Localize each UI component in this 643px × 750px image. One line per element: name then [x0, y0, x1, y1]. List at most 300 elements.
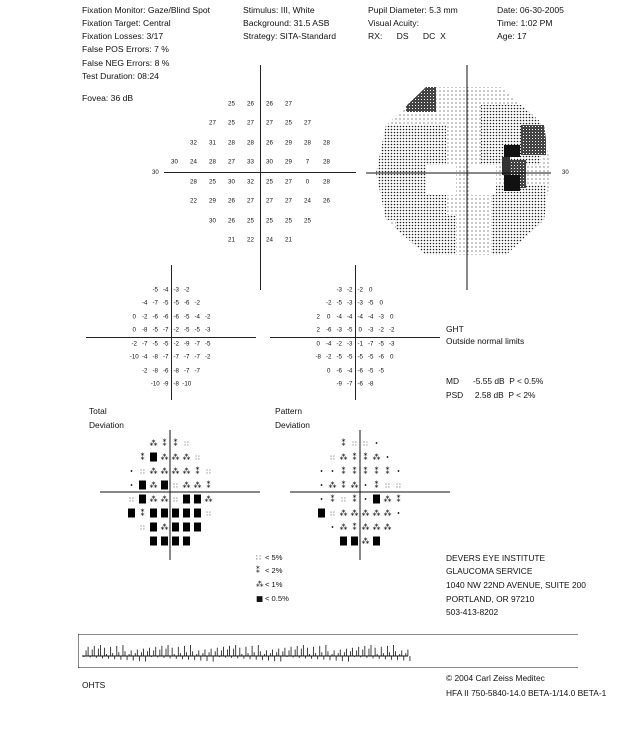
threshold-value: 24	[266, 236, 273, 244]
pattern-deviation-value: -6	[325, 326, 332, 334]
prob-normal-dot	[321, 498, 323, 500]
prob-medium-symbol: ⁑	[363, 467, 368, 476]
total-deviation-value: -2	[204, 353, 211, 361]
threshold-h-axis	[164, 172, 356, 173]
pattern-deviation-value: -3	[367, 326, 374, 334]
prob-solid-square	[373, 495, 380, 504]
pattern-deviation-values	[270, 265, 440, 405]
prob-dense-symbol: ⁂	[383, 523, 392, 532]
pattern-deviation-value: 2	[316, 313, 320, 321]
prob-medium-symbol: ⁑	[396, 495, 401, 504]
fixation-losses: Fixation Losses: 3/17	[82, 31, 164, 41]
threshold-value: 26	[266, 100, 273, 108]
threshold-value: 27	[209, 119, 216, 127]
threshold-value: 32	[190, 139, 197, 147]
threshold-value: 28	[323, 178, 330, 186]
prob-light-symbol: ∷	[352, 440, 357, 448]
prob-medium-symbol: ⁑	[140, 453, 145, 462]
prob-light-symbol: ∷	[363, 440, 368, 448]
prob-dense-symbol: ⁂	[339, 509, 348, 518]
total-deviation-value: -7	[162, 326, 169, 334]
prob-solid-square	[183, 523, 190, 532]
prob-dense-symbol: ⁂	[339, 453, 348, 462]
pdv-h-axis	[270, 337, 440, 338]
prob-dense-symbol: ⁂	[372, 453, 381, 462]
prob-light-symbol: ∷	[173, 496, 178, 504]
prob-medium-symbol: ⁑	[341, 439, 346, 448]
pattern-deviation-value: -5	[336, 353, 343, 361]
pattern-deviation-value: -3	[357, 299, 364, 307]
pattern-deviation-value: -3	[346, 299, 353, 307]
legend-05pct	[256, 594, 289, 603]
total-deviation-value: -3	[173, 286, 180, 294]
threshold-value: 28	[209, 158, 216, 166]
threshold-value: 28	[304, 139, 311, 147]
total-deviation-value: -6	[162, 313, 169, 321]
false-neg-errors: False NEG Errors: 8 %	[82, 58, 170, 68]
total-deviation-value: -7	[194, 353, 201, 361]
prob-dense-symbol: ⁂	[339, 523, 348, 532]
prob-solid-square	[194, 509, 201, 518]
legend-5pct	[256, 553, 283, 562]
tdv-v-axis	[171, 265, 172, 400]
prob-solid-square	[183, 495, 190, 504]
prob-light-symbol: ∷	[330, 454, 335, 462]
prob-light-symbol: ∷	[195, 454, 200, 462]
pattern-deviation-value: -5	[378, 367, 385, 375]
prob-solid-square	[172, 523, 179, 532]
prob-medium-symbol: ⁑	[352, 467, 357, 476]
threshold-plot	[152, 65, 356, 290]
threshold-value: 7	[305, 158, 310, 166]
total-deviation-value: -2	[194, 299, 201, 307]
time: Time: 1:02 PM	[497, 18, 553, 28]
strategy: Strategy: SITA-Standard	[243, 31, 336, 41]
prob-dense-symbol: ⁂	[361, 523, 370, 532]
total-deviation-value: -9	[183, 340, 190, 348]
dots-medium-icon: ⁑	[256, 566, 260, 575]
prob-solid-square	[183, 537, 190, 546]
total-deviation-value: -7	[173, 353, 180, 361]
total-deviation-value: -8	[141, 326, 148, 334]
total-deviation-value: -9	[162, 380, 169, 388]
grayscale-plot	[366, 65, 566, 290]
threshold-value: 30	[228, 178, 235, 186]
prob-dense-symbol: ⁂	[361, 509, 370, 518]
prob-solid-square	[318, 509, 325, 518]
pattern-deviation-value: 0	[327, 367, 331, 375]
pattern-deviation-value: -5	[346, 326, 353, 334]
prob-medium-symbol: ⁑	[330, 495, 335, 504]
prob-light-symbol: ∷	[184, 440, 189, 448]
prob-solid-square	[139, 481, 146, 490]
ght-title: GHT	[446, 324, 464, 334]
total-deviation-value: -5	[152, 340, 159, 348]
prob-medium-symbol: ⁑	[352, 453, 357, 462]
threshold-value: 29	[209, 197, 216, 205]
total-deviation-value: -7	[194, 340, 201, 348]
threshold-value: 25	[285, 119, 292, 127]
legend-2pct-label: < 2%	[265, 566, 283, 575]
age: Age: 17	[497, 31, 527, 41]
prob-normal-dot	[321, 484, 323, 486]
ght-result: Outside normal limits	[446, 336, 525, 346]
total-deviation-value: -8	[173, 367, 180, 375]
prob-dense-symbol: ⁂	[171, 467, 180, 476]
pattern-deviation-value: -7	[367, 340, 374, 348]
pattern-deviation-value: -2	[325, 299, 332, 307]
prob-medium-symbol: ⁑	[363, 453, 368, 462]
total-deviation-value: -6	[152, 313, 159, 321]
prob-dense-symbol: ⁂	[361, 537, 370, 546]
prob-dense-symbol: ⁂	[372, 509, 381, 518]
pattern-deviation-value: -3	[336, 286, 343, 294]
pattern-deviation-value: -4	[346, 367, 353, 375]
threshold-value: 22	[247, 236, 254, 244]
clinic-line-3: 1040 NW 22ND AVENUE, SUITE 200	[446, 580, 586, 590]
psd-index: PSD 2.58 dB P < 2%	[446, 390, 536, 400]
tdv-h-axis	[86, 337, 256, 338]
prob-light-symbol: ∷	[140, 524, 145, 532]
pattern-deviation-value: 0	[358, 326, 362, 334]
prob-light-symbol: ∷	[206, 468, 211, 476]
threshold-value: 25	[247, 217, 254, 225]
legend-2pct	[256, 566, 283, 575]
false-pos-errors: False POS Errors: 7 %	[82, 44, 169, 54]
pattern-deviation-value: -4	[367, 313, 374, 321]
prob-medium-symbol: ⁑	[374, 481, 379, 490]
prob-normal-dot	[398, 470, 400, 472]
prob-light-symbol: ∷	[173, 482, 178, 490]
legend-05pct-label: < 0.5%	[265, 594, 289, 603]
prob-dense-symbol: ⁂	[193, 481, 202, 490]
prob-solid-square	[150, 453, 157, 462]
prob-medium-symbol: ⁑	[341, 467, 346, 476]
threshold-value: 28	[190, 178, 197, 186]
total-deviation-value: -10	[129, 353, 139, 361]
threshold-value: 24	[190, 158, 197, 166]
threshold-value: 26	[228, 217, 235, 225]
prob-solid-square	[150, 509, 157, 518]
prob-medium-symbol: ⁑	[195, 467, 200, 476]
threshold-axis-label-left: 30	[152, 170, 159, 176]
prob-dense-symbol: ⁂	[182, 481, 191, 490]
pattern-deviation-value: -5	[367, 299, 374, 307]
threshold-value: 30	[171, 158, 178, 166]
prob-medium-symbol: ⁑	[352, 523, 357, 532]
total-deviation-value: -4	[141, 353, 148, 361]
threshold-value: 21	[228, 236, 235, 244]
total-deviation-value: -4	[194, 313, 201, 321]
total-deviation-value: -6	[183, 299, 190, 307]
dots-dense-icon: ⁂	[256, 580, 264, 589]
threshold-value: 28	[323, 139, 330, 147]
prob-dense-symbol: ⁂	[149, 439, 158, 448]
legend-1pct	[256, 580, 283, 589]
total-deviation-value: -4	[141, 299, 148, 307]
total-deviation-value: -3	[204, 326, 211, 334]
prob-light-symbol: ∷	[396, 482, 401, 490]
prob-dense-symbol: ⁂	[182, 453, 191, 462]
total-deviation-value: -5	[204, 340, 211, 348]
pattern-deviation-value: 2	[316, 326, 320, 334]
pattern-deviation-label-2: Deviation	[275, 420, 310, 430]
prob-normal-dot	[321, 470, 323, 472]
threshold-value: 25	[228, 119, 235, 127]
total-deviation-value: -7	[183, 367, 190, 375]
pattern-deviation-value: -5	[346, 353, 353, 361]
pattern-deviation-value: -5	[367, 353, 374, 361]
prob-dense-symbol: ⁂	[149, 467, 158, 476]
prob-solid-square	[161, 537, 168, 546]
pattern-deviation-value: -5	[357, 353, 364, 361]
prob-solid-square	[351, 537, 358, 546]
prob-solid-square	[161, 509, 168, 518]
solid-square-icon: ■	[256, 594, 264, 603]
threshold-value: 27	[266, 119, 273, 127]
threshold-value: 21	[285, 236, 292, 244]
threshold-value: 27	[266, 197, 273, 205]
threshold-value: 22	[190, 197, 197, 205]
total-deviation-value: 0	[132, 326, 136, 334]
prob-normal-dot	[387, 456, 389, 458]
prob-dense-symbol: ⁂	[160, 467, 169, 476]
pattern-deviation-value: -6	[378, 353, 385, 361]
total-deviation-value: -8	[173, 380, 180, 388]
pattern-deviation-value: 0	[327, 313, 331, 321]
total-deviation-value: -2	[131, 340, 138, 348]
total-deviation-value: -2	[141, 313, 148, 321]
threshold-value: 25	[209, 178, 216, 186]
prob-light-symbol: ∷	[140, 468, 145, 476]
grayscale-axis-label-right: 30	[562, 170, 569, 176]
total-deviation-value: -7	[152, 299, 159, 307]
threshold-value: 25	[266, 217, 273, 225]
pattern-deviation-value: -2	[388, 326, 395, 334]
total-deviation-value: -5	[152, 286, 159, 294]
pattern-deviation-value: -6	[357, 380, 364, 388]
prob-normal-dot	[376, 442, 378, 444]
prob-dense-symbol: ⁂	[350, 509, 359, 518]
total-deviation-value: -2	[173, 340, 180, 348]
pattern-deviation-value: -4	[357, 313, 364, 321]
legend-1pct-label: < 1%	[265, 580, 283, 589]
pattern-deviation-value: -8	[367, 380, 374, 388]
prob-dense-symbol: ⁂	[149, 481, 158, 490]
pattern-deviation-value: -5	[336, 299, 343, 307]
prob-light-symbol: ∷	[129, 496, 134, 504]
prob-solid-square	[172, 509, 179, 518]
prob-normal-dot	[398, 512, 400, 514]
threshold-value: 25	[266, 178, 273, 186]
pattern-deviation-value: -4	[346, 313, 353, 321]
pattern-deviation-value: -5	[378, 340, 385, 348]
prob-dense-symbol: ⁂	[160, 523, 169, 532]
threshold-value: 32	[247, 178, 254, 186]
prob-light-symbol: ∷	[206, 510, 211, 518]
pupil-diameter: Pupil Diameter: 5.3 mm	[368, 5, 458, 15]
gaze-tracking-strip	[78, 634, 578, 668]
prob-dense-symbol: ⁂	[182, 467, 191, 476]
dots-light-icon: ∷	[256, 553, 261, 562]
total-deviation-value: -5	[183, 313, 190, 321]
prob-dense-symbol: ⁂	[160, 453, 169, 462]
footer-model: HFA II 750-5840-14.0 BETA-1/14.0 BETA-1	[446, 688, 607, 698]
rx: RX: DS DC X	[368, 31, 446, 41]
prob-dense-symbol: ⁂	[328, 481, 337, 490]
prob-solid-square	[194, 523, 201, 532]
prob-normal-dot	[365, 498, 367, 500]
total-deviation-value: -7	[162, 353, 169, 361]
prob-dense-symbol: ⁂	[383, 495, 392, 504]
footer-copyright: © 2004 Carl Zeiss Meditec	[446, 673, 545, 683]
background: Background: 31.5 ASB	[243, 18, 330, 28]
total-deviation-value: -5	[183, 326, 190, 334]
prob-dense-symbol: ⁂	[149, 495, 158, 504]
total-deviation-value: -6	[162, 367, 169, 375]
pattern-deviation-value: -6	[336, 367, 343, 375]
prob-normal-dot	[332, 470, 334, 472]
threshold-value: 26	[266, 139, 273, 147]
total-deviation-label-1: Total	[89, 406, 107, 416]
threshold-value: 33	[247, 158, 254, 166]
prob-medium-symbol: ⁑	[352, 495, 357, 504]
fixation-target: Fixation Target: Central	[82, 18, 171, 28]
pattern-deviation-value: -9	[336, 380, 343, 388]
pattern-deviation-value: -3	[388, 340, 395, 348]
prob-solid-square	[128, 509, 135, 518]
threshold-value: 27	[285, 100, 292, 108]
total-deviation-value: -2	[141, 367, 148, 375]
total-deviation-value: -7	[183, 353, 190, 361]
prob-light-symbol: ∷	[330, 510, 335, 518]
threshold-value: 26	[228, 197, 235, 205]
total-deviation-value: -5	[162, 299, 169, 307]
prob-medium-symbol: ⁑	[385, 467, 390, 476]
threshold-value: 27	[285, 197, 292, 205]
threshold-value: 27	[247, 119, 254, 127]
threshold-value: 28	[228, 139, 235, 147]
total-deviation-value: -2	[204, 313, 211, 321]
pattern-deviation-label-1: Pattern	[275, 406, 303, 416]
pattern-deviation-value: 0	[316, 340, 320, 348]
prob-normal-dot	[365, 484, 367, 486]
total-deviation-value: 0	[132, 313, 136, 321]
total-deviation-value: -6	[173, 313, 180, 321]
threshold-value: 27	[247, 197, 254, 205]
pdv-v-axis	[355, 265, 356, 400]
prob-normal-dot	[131, 470, 133, 472]
threshold-value: 26	[323, 197, 330, 205]
clinic-line-2: GLAUCOMA SERVICE	[446, 566, 533, 576]
total-deviation-value: -8	[152, 353, 159, 361]
pattern-deviation-value: -6	[357, 367, 364, 375]
threshold-value: 30	[209, 217, 216, 225]
pattern-deviation-value: -2	[357, 286, 364, 294]
clinic-line-4: PORTLAND, OR 97210	[446, 594, 535, 604]
total-deviation-value: -4	[162, 286, 169, 294]
total-deviation-value: -10	[150, 380, 160, 388]
pattern-deviation-value: -2	[378, 326, 385, 334]
prob-medium-symbol: ⁑	[341, 481, 346, 490]
pattern-deviation-value: 0	[390, 313, 394, 321]
pattern-deviation-value: -2	[325, 353, 332, 361]
total-deviation-probability-plot	[100, 430, 260, 560]
pattern-deviation-probability-plot	[290, 430, 450, 560]
prob-light-symbol: ∷	[385, 482, 390, 490]
fixation-monitor: Fixation Monitor: Gaze/Blind Spot	[82, 5, 211, 15]
threshold-value: 27	[228, 158, 235, 166]
pattern-deviation-value: 0	[390, 353, 394, 361]
threshold-v-axis	[260, 65, 261, 290]
stimulus: Stimulus: III, White	[243, 5, 315, 15]
legend-5pct-label: < 5%	[265, 553, 283, 562]
prob-solid-square	[340, 537, 347, 546]
visual-acuity: Visual Acuity:	[368, 18, 419, 28]
prob-normal-dot	[332, 526, 334, 528]
prob-medium-symbol: ⁑	[162, 439, 167, 448]
threshold-value: 29	[285, 139, 292, 147]
md-index: MD -5.55 dB P < 0.5%	[446, 376, 544, 386]
prob-dense-symbol: ⁂	[171, 453, 180, 462]
grayscale-field	[366, 65, 566, 290]
total-deviation-label-2: Deviation	[89, 420, 124, 430]
date: Date: 06-30-2005	[497, 5, 564, 15]
pattern-deviation-value: -3	[378, 313, 385, 321]
prob-dense-symbol: ⁂	[160, 495, 169, 504]
prob-solid-square	[150, 523, 157, 532]
clinic-line-1: DEVERS EYE INSTITUTE	[446, 553, 546, 563]
pattern-deviation-value: -8	[315, 353, 322, 361]
total-deviation-values	[86, 265, 256, 405]
pattern-deviation-value: -2	[346, 286, 353, 294]
pattern-deviation-value: -3	[336, 326, 343, 334]
threshold-value: 29	[285, 158, 292, 166]
prob-medium-symbol: ⁑	[140, 509, 145, 518]
prob-medium-symbol: ⁑	[173, 439, 178, 448]
pattern-deviation-value: -2	[336, 340, 343, 348]
threshold-value: 25	[285, 217, 292, 225]
threshold-value: 0	[305, 178, 310, 186]
pattern-deviation-value: -5	[367, 367, 374, 375]
threshold-value: 25	[304, 217, 311, 225]
threshold-value: 27	[285, 178, 292, 186]
prob-dense-symbol: ⁂	[372, 523, 381, 532]
threshold-value: 27	[304, 119, 311, 127]
pattern-deviation-value: -1	[357, 340, 364, 348]
threshold-value: 28	[247, 139, 254, 147]
total-deviation-value: -5	[173, 299, 180, 307]
prob-solid-square	[194, 495, 201, 504]
threshold-value: 26	[247, 100, 254, 108]
footer-left: OHTS	[82, 680, 106, 690]
total-deviation-value: -2	[183, 286, 190, 294]
prob-solid-square	[150, 537, 157, 546]
total-deviation-value: -5	[152, 326, 159, 334]
pattern-deviation-value: -4	[325, 340, 332, 348]
prob-dense-symbol: ⁂	[204, 495, 213, 504]
prob-normal-dot	[131, 484, 133, 486]
total-deviation-value: -2	[173, 326, 180, 334]
prob-solid-square	[161, 481, 168, 490]
total-deviation-value: -5	[194, 326, 201, 334]
test-duration: Test Duration: 08:24	[82, 71, 159, 81]
pattern-deviation-value: 0	[369, 286, 373, 294]
threshold-value: 30	[266, 158, 273, 166]
total-deviation-value: -7	[141, 340, 148, 348]
prob-light-symbol: ∷	[341, 496, 346, 504]
prob-solid-square	[183, 509, 190, 518]
